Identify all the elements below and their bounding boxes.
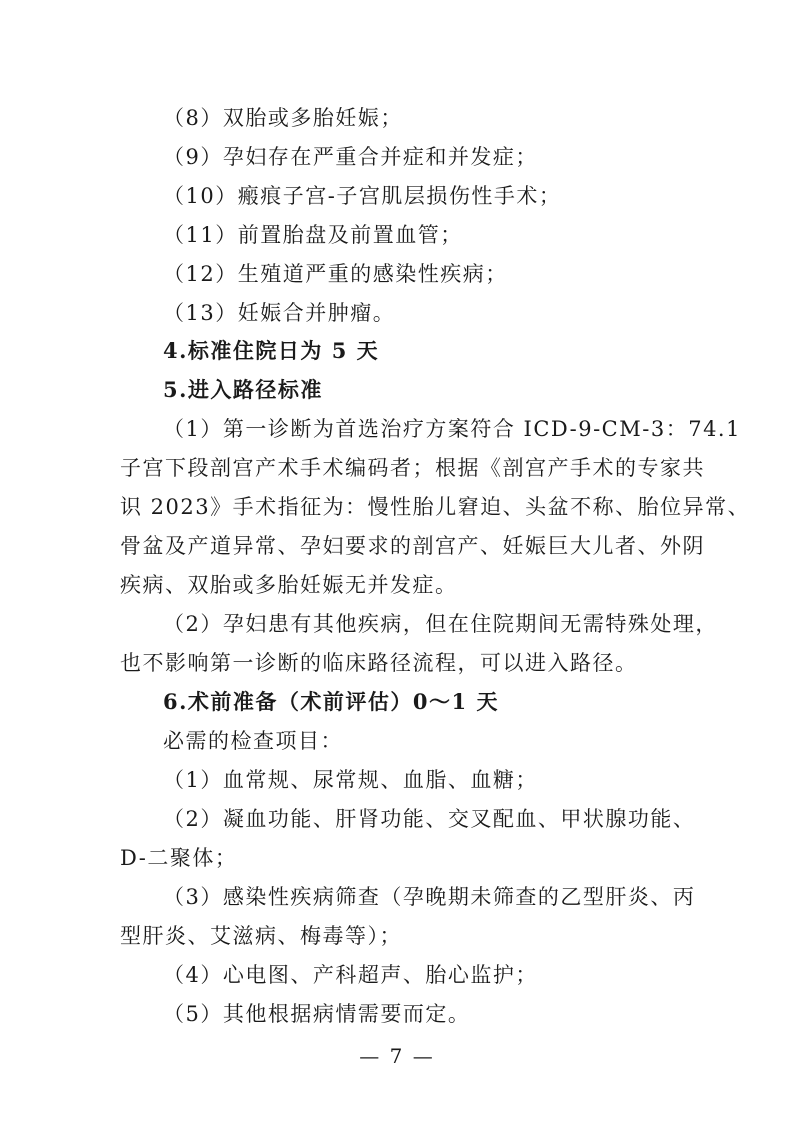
- section-6-item4: （4）心电图、产科超声、胎心监护；: [163, 963, 538, 987]
- section-5-para2-line1: （2）孕妇患有其他疾病，但在住院期间无需特殊处理，: [163, 612, 718, 636]
- section-5-heading: 5.进入路径标准: [163, 377, 323, 402]
- section-5-para1-line3: 识 2023》手术指征为：慢性胎儿窘迫、头盆不称、胎位异常、: [120, 495, 751, 519]
- section-5-para1-line4: 骨盆及产道异常、孕妇要求的剖宫产、妊娠巨大儿者、外阴: [120, 534, 705, 558]
- list-item-10: （10）瘢痕子宫-子宫肌层损伤性手术；: [163, 184, 562, 208]
- section-6-item5: （5）其他根据病情需要而定。: [163, 1002, 471, 1026]
- section-6-heading: 6.术前准备（术前评估）0～1 天: [163, 689, 499, 714]
- section-6-item1: （1）血常规、尿常规、血脂、血糖；: [163, 768, 538, 792]
- list-item-9: （9）孕妇存在严重合并症和并发症；: [163, 145, 538, 169]
- section-6-item2-line2: D-二聚体；: [120, 846, 238, 870]
- list-item-11: （11）前置胎盘及前置血管；: [163, 223, 463, 247]
- list-item-12: （12）生殖道严重的感染性疾病；: [163, 262, 508, 286]
- section-6-intro: 必需的检查项目：: [163, 729, 343, 753]
- section-5-para1-line2: 子宫下段剖宫产术手术编码者；根据《剖宫产手术的专家共: [120, 456, 705, 480]
- section-6-item3-line1: （3）感染性疾病筛查（孕晚期未筛查的乙型肝炎、丙: [163, 885, 696, 909]
- section-4-heading: 4.标准住院日为 5 天: [163, 338, 380, 363]
- section-5-para1-line1: （1）第一诊断为首选治疗方案符合 ICD-9-CM-3：74.1: [163, 417, 741, 441]
- section-5-para2-line2: 也不影响第一诊断的临床路径流程，可以进入路径。: [120, 651, 638, 675]
- section-5-para1-line5: 疾病、双胎或多胎妊娠无并发症。: [120, 573, 458, 597]
- section-6-item2-line1: （2）凝血功能、肝肾功能、交叉配血、甲状腺功能、: [163, 807, 696, 831]
- section-6-item3-line2: 型肝炎、艾滋病、梅毒等）；: [120, 924, 402, 948]
- page-number: — 7 —: [359, 1044, 435, 1068]
- list-item-13: （13）妊娠合并肿瘤。: [163, 301, 396, 325]
- list-item-8: （8）双胎或多胎妊娠；: [163, 106, 403, 130]
